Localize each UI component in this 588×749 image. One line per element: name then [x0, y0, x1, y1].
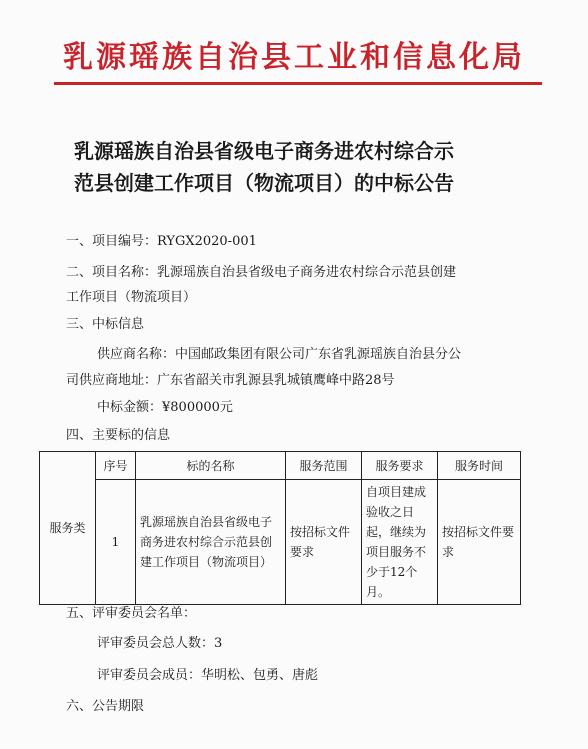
header-scope: 服务范围: [286, 452, 362, 480]
notice-period-heading: 六、公告期限: [66, 699, 145, 714]
cell-time: 按招标文件要求: [438, 480, 521, 605]
subject-info-heading: 四、主要标的信息: [66, 428, 171, 443]
table-header-row: [40, 452, 521, 480]
subject-table: [39, 451, 521, 605]
announcement-title: [74, 135, 534, 199]
category-cell: 服务类: [40, 452, 96, 605]
project-number: 一、项目编号：RYGX2020-001: [66, 234, 257, 249]
cell-name: 乳源瑶族自治县省级电子商务进农村综合示范县创建工作项目（物流项目）: [136, 480, 286, 605]
header-no: 序号: [96, 452, 136, 480]
project-name-line-1: 二、项目名称：乳源瑶族自治县省级电子商务进农村综合示范县创建: [66, 265, 457, 280]
supplier-line-2: 司供应商地址：广东省韶关市乳源县乳城镇鹰峰中路28号: [66, 373, 395, 388]
award-amount: 中标金额：¥800000元: [97, 400, 233, 415]
award-info-heading: 三、中标信息: [66, 317, 145, 332]
committee-heading: 五、评审委员会名单：: [66, 606, 197, 621]
committee-total: 评审委员会总人数：3: [97, 636, 223, 651]
supplier-line-1: 供应商名称：中国邮政集团有限公司广东省乳源瑶族自治县分公: [97, 347, 462, 362]
title-line-2: 范县创建工作项目（物流项目）的中标公告: [74, 171, 454, 195]
title-line-1: 乳源瑶族自治县省级电子商务进农村综合示: [74, 139, 454, 163]
project-name-line-2: 工作项目（物流项目）: [66, 290, 197, 305]
table-row: [40, 480, 521, 605]
committee-members: 评审委员会成员：华明松、包勇、唐彪: [97, 668, 319, 683]
letterhead-divider: [54, 82, 542, 85]
header-name: 标的名称: [136, 452, 286, 480]
agency-letterhead: 乳源瑶族自治县工业和信息化局: [63, 40, 525, 75]
header-requirement: 服务要求: [362, 452, 438, 480]
header-time: 服务时间: [438, 452, 521, 480]
cell-requirement: 自项目建成验收之日起，继续为项目服务不少于12个月。: [362, 480, 438, 605]
cell-scope: 按招标文件要求: [286, 480, 362, 605]
cell-no: 1: [96, 480, 136, 605]
